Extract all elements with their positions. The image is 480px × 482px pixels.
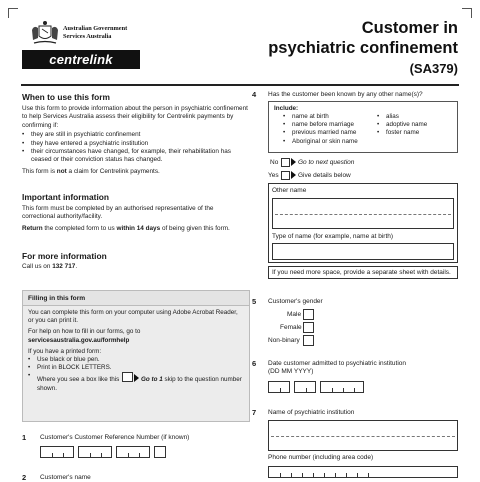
coat-of-arms-icon (30, 20, 60, 46)
filling-in-form-box (22, 290, 250, 422)
q6-number: 6 (252, 359, 257, 368)
filling-heading: Filling in this form (23, 291, 249, 306)
filling-p3: If you have a printed form: (28, 347, 102, 355)
formhelp-link[interactable]: servicesaustralia.gov.au/formhelp (28, 336, 130, 344)
not-a-claim-text: This form is not a claim for Centrelink payments. (22, 167, 160, 175)
institution-name-input[interactable] (268, 420, 458, 451)
include-heading: Include: (274, 105, 299, 112)
more-space-text: If you need more space, provide a separate sheet with details. (272, 269, 451, 276)
form-title-line-1: Customer in (361, 19, 458, 37)
more-info-heading: For more information (22, 251, 107, 261)
include-item: • Aboriginal or skin name (292, 138, 358, 146)
q4-no-checkbox[interactable] (281, 158, 290, 167)
include-item: • name at birth (292, 113, 358, 121)
q4-label: Has the customer been known by any other name(s)? (268, 91, 423, 98)
gender-nonbinary-checkbox[interactable] (303, 335, 314, 346)
q4-yes-label: Yes (268, 172, 279, 179)
bullet-item: • Print in BLOCK LETTERS. (37, 364, 244, 372)
centrelink-logo: centrelink (22, 50, 140, 69)
crop-mark-top-left (8, 8, 18, 18)
checkbox-example-icon (122, 372, 133, 382)
q5-label: Customer's gender (268, 298, 323, 305)
phone-input[interactable] (268, 466, 458, 478)
important-section (22, 192, 248, 233)
other-names-panel (268, 183, 458, 263)
q1-label: Customer's Customer Reference Number (if known) (40, 434, 190, 441)
include-list-1 (283, 113, 358, 146)
crn-check-digit[interactable] (154, 446, 166, 458)
include-box (268, 101, 458, 153)
admit-day-input[interactable] (268, 381, 290, 393)
gender-female-label: Female (280, 324, 302, 331)
return-text: Return the completed form to us within 14 days of being given this form. (22, 224, 230, 232)
crop-mark-top-right (462, 8, 472, 18)
q4-number: 4 (252, 90, 257, 99)
q6-sublabel: (DD MM YYYY) (268, 368, 314, 375)
phone-label: Phone number (including area code) (268, 454, 374, 461)
type-of-name-label: Type of name (for example, name at birth) (272, 233, 394, 240)
q4-yes-text: Give details below (298, 172, 351, 179)
header-rule (21, 84, 459, 86)
type-of-name-input[interactable] (272, 243, 454, 260)
q1-number: 1 (22, 433, 27, 442)
bullet-item: • they are still in psychiatric confinement (31, 131, 248, 139)
crn-digits-3[interactable] (116, 446, 150, 458)
gender-male-label: Male (287, 311, 302, 318)
q4-no-label: No (270, 159, 279, 166)
when-to-use-section (22, 92, 248, 176)
q6-label: Date customer admitted to psychiatric institution (268, 360, 407, 367)
gender-nonbinary-label: Non-binary (268, 337, 300, 344)
form-code: (SA379) (409, 61, 458, 76)
gov-wordmark (63, 25, 127, 40)
other-name-input[interactable] (272, 198, 454, 229)
gov-line-2: Services Australia (63, 32, 112, 40)
filling-p2: For help on how to fill in our forms, go to (28, 328, 141, 336)
admit-year-input[interactable] (320, 381, 364, 393)
bullet-item: • Use black or blue pen. (37, 356, 244, 364)
q4-yes-checkbox[interactable] (281, 171, 290, 180)
include-item: • adoptive name (386, 121, 427, 129)
when-to-use-intro: Use this form to provide information about the person in psychiatric confinement to help Services Australia assess their eligibility for Centrelink payments by confirming if: (22, 105, 248, 129)
important-heading: Important information (22, 192, 110, 202)
include-item: • previous married name (292, 129, 358, 137)
form-title (268, 18, 458, 58)
q2-label: Customer's name (40, 474, 91, 481)
q2-number: 2 (22, 473, 27, 482)
when-to-use-heading: When to use this form (22, 92, 110, 102)
gender-male-checkbox[interactable] (303, 309, 314, 320)
q4-no-goto: Go to next question (298, 159, 355, 166)
include-item: • name before marriage (292, 121, 358, 129)
crn-digits-2[interactable] (78, 446, 112, 458)
filling-p1: You can complete this form on your computer using Adobe Acrobat Reader, or you can print it. (28, 309, 238, 325)
other-name-label: Other name (272, 187, 307, 194)
include-item: • foster name (386, 129, 427, 137)
filling-body (28, 309, 244, 393)
arrow-right-icon (134, 374, 139, 382)
skip-instruction: • Where you see a box like this Go to 1 skip to the question number shown. (37, 372, 244, 392)
arrow-right-icon (291, 158, 296, 166)
crn-digits-1[interactable] (40, 446, 74, 458)
more-info-section (22, 251, 248, 271)
filling-bullets (28, 356, 244, 393)
call-us-text: Call us on 132 717. (22, 263, 78, 270)
q7-number: 7 (252, 408, 257, 417)
include-list-2 (377, 113, 427, 138)
q7-label: Name of psychiatric institution (268, 409, 355, 416)
admit-month-input[interactable] (294, 381, 316, 393)
include-item: • alias (386, 113, 427, 121)
bullet-item: • their circumstances have changed, for example, their rehabilitation has ceased or their conviction status has changed. (31, 148, 248, 165)
arrow-right-icon (291, 171, 296, 179)
bullet-item: • they have entered a psychiatric institution (31, 140, 248, 148)
form-title-line-2: psychiatric confinement (268, 39, 458, 57)
more-space-note (268, 266, 458, 279)
gender-female-checkbox[interactable] (303, 322, 314, 333)
important-text: This form must be completed by an authorised representative of the correctional authority/facility. (22, 205, 214, 221)
when-to-use-bullets (22, 131, 248, 165)
gov-line-1: Australian Government (63, 25, 128, 32)
q5-number: 5 (252, 297, 257, 306)
